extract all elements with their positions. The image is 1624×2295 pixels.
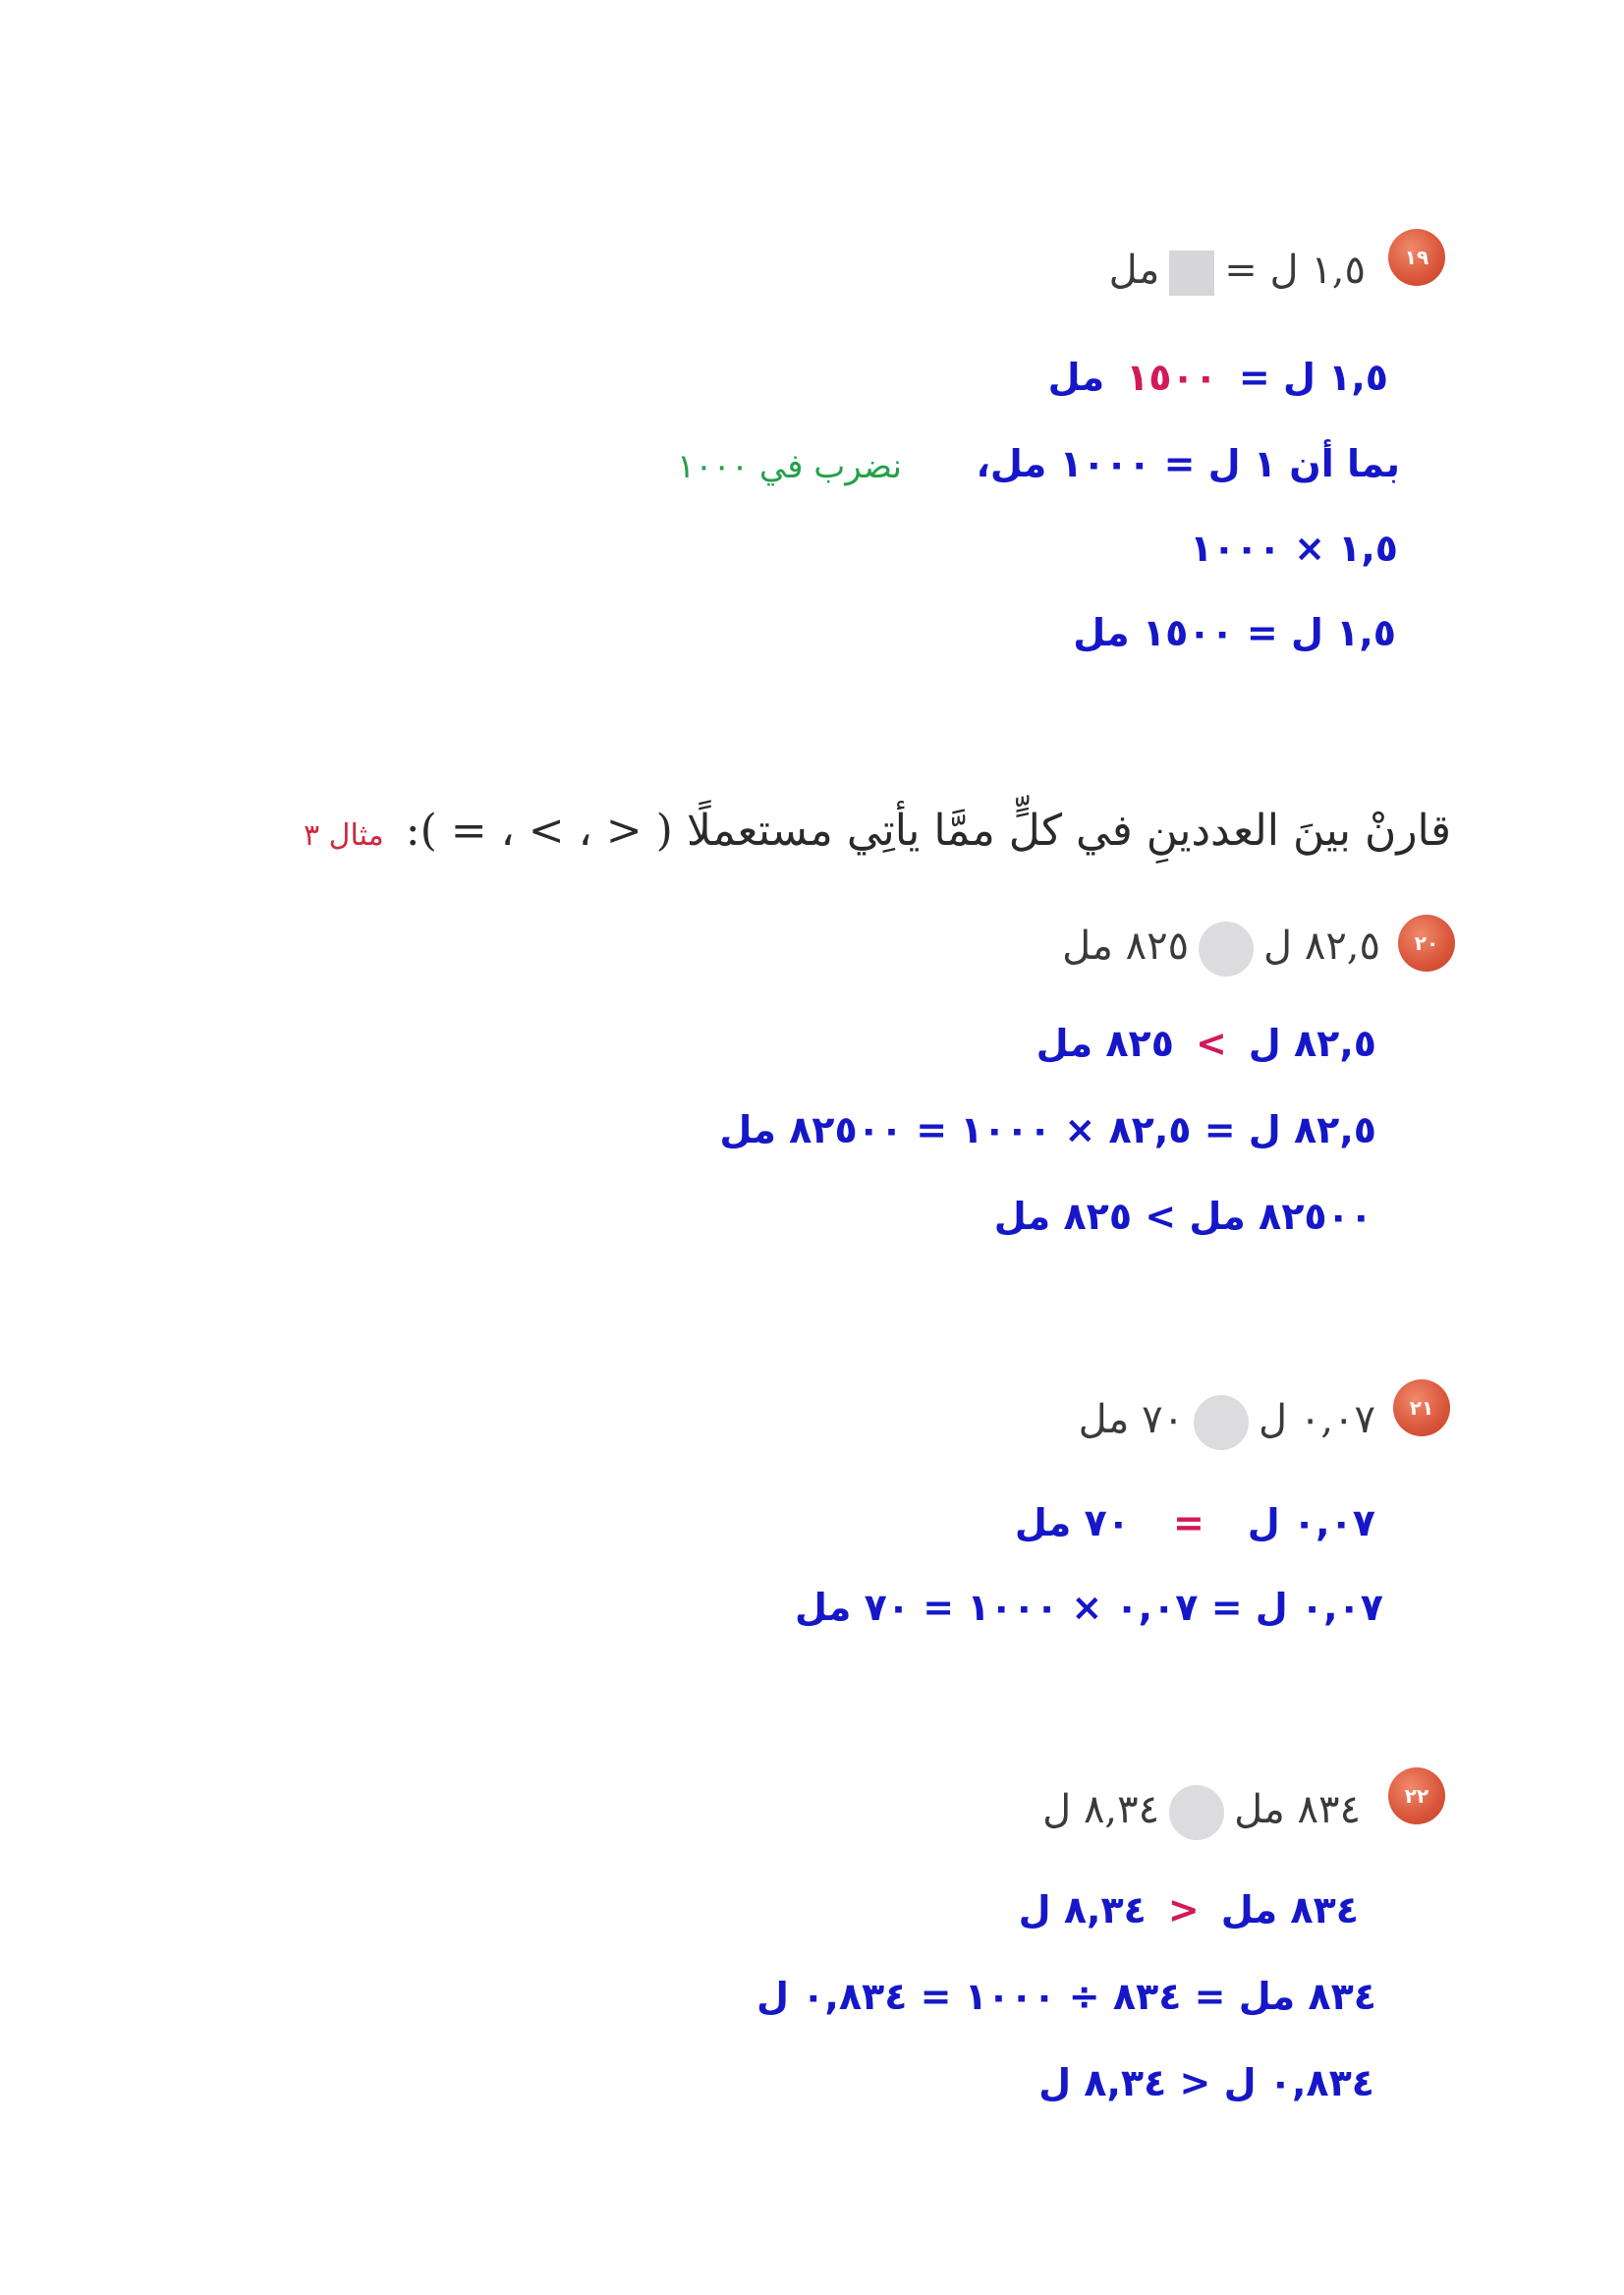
solution-21-sign: = — [1172, 1501, 1204, 1544]
question-21-prompt — [1079, 1395, 1375, 1450]
question-number-badge: ٢٠ — [1398, 915, 1455, 972]
solution-22-line-3: ٠,٨٣٤ ل < ٨,٣٤ ل — [1038, 2061, 1374, 2104]
solution-22-right: ٨,٣٤ ل — [1018, 1888, 1147, 1931]
question-22-prompt — [1042, 1785, 1361, 1840]
solution-22-line-1 — [1019, 1888, 1359, 1931]
instruction-text: قارنْ بينَ العددينِ في كلٍّ ممَّا يأتِي مستعملًا ( < ، > ، = ): — [405, 806, 1451, 856]
question-number-badge: ١٩ — [1388, 229, 1445, 286]
question-number-badge: ٢١ — [1393, 1379, 1450, 1436]
question-20-prompt — [1062, 922, 1380, 977]
answer-blank — [1194, 1395, 1249, 1450]
question-19-left: ١,٥ ل = — [1224, 248, 1366, 293]
solution-19-line-4: ١,٥ ل = ١٥٠٠ مل — [1073, 611, 1396, 654]
question-19-unit: مل — [1108, 248, 1160, 293]
question-22-left: ٨٣٤ مل — [1234, 1787, 1361, 1832]
solution-19-answer-value: ١٥٠٠ — [1126, 356, 1217, 399]
solution-19-line-3: ١,٥ × ١٠٠٠ — [1190, 527, 1398, 570]
question-20-right: ٨٢٥ مل — [1062, 924, 1190, 969]
solution-20-right: ٨٢٥ مل — [1036, 1022, 1174, 1065]
question-22-right: ٨,٣٤ ل — [1042, 1787, 1160, 1832]
section-instruction — [304, 806, 1451, 856]
question-21-right: ٧٠ مل — [1078, 1397, 1185, 1442]
solution-19-line-2: بما أن ١ ل = ١٠٠٠ مل، — [976, 442, 1400, 485]
solution-21-line-2: ٠,٠٧ ل = ٠,٠٧ × ١٠٠٠ = ٧٠ مل — [794, 1586, 1383, 1629]
question-20-left: ٨٢,٥ ل — [1263, 924, 1380, 969]
solution-21-right: ٧٠ مل — [1014, 1501, 1130, 1544]
solution-21-line-1 — [1015, 1501, 1375, 1544]
solution-22-sign: < — [1167, 1888, 1200, 1931]
solution-20-line-1 — [1036, 1022, 1376, 1065]
solution-19-line-1-left: ١,٥ ل = — [1238, 356, 1388, 399]
question-21-left: ٠,٠٧ ل — [1259, 1397, 1375, 1442]
solution-21-left: ٠,٠٧ ل — [1247, 1501, 1375, 1544]
solution-19-line-1 — [1048, 356, 1388, 399]
example-reference: مثال ٣ — [304, 818, 384, 853]
solution-20-line-2: ٨٢,٥ ل = ٨٢,٥ × ١٠٠٠ = ٨٢٥٠٠ مل — [719, 1108, 1376, 1151]
answer-blank — [1199, 922, 1254, 977]
solution-20-line-3: ٨٢٥٠٠ مل > ٨٢٥ مل — [993, 1195, 1372, 1238]
solution-19-answer-unit: مل — [1047, 356, 1105, 399]
answer-blank — [1169, 251, 1214, 296]
solution-20-sign: > — [1195, 1022, 1227, 1065]
solution-20-left: ٨٢,٥ ل — [1248, 1022, 1376, 1065]
question-number-badge: ٢٢ — [1388, 1767, 1445, 1824]
solution-22-line-2: ٨٣٤ مل = ٨٣٤ ÷ ١٠٠٠ = ٠,٨٣٤ ل — [756, 1975, 1376, 2018]
solution-19-hint: نضرب في ١٠٠٠ — [677, 447, 902, 486]
solution-22-left: ٨٣٤ مل — [1220, 1888, 1359, 1931]
question-19-prompt — [1109, 248, 1366, 296]
answer-blank — [1169, 1785, 1224, 1840]
